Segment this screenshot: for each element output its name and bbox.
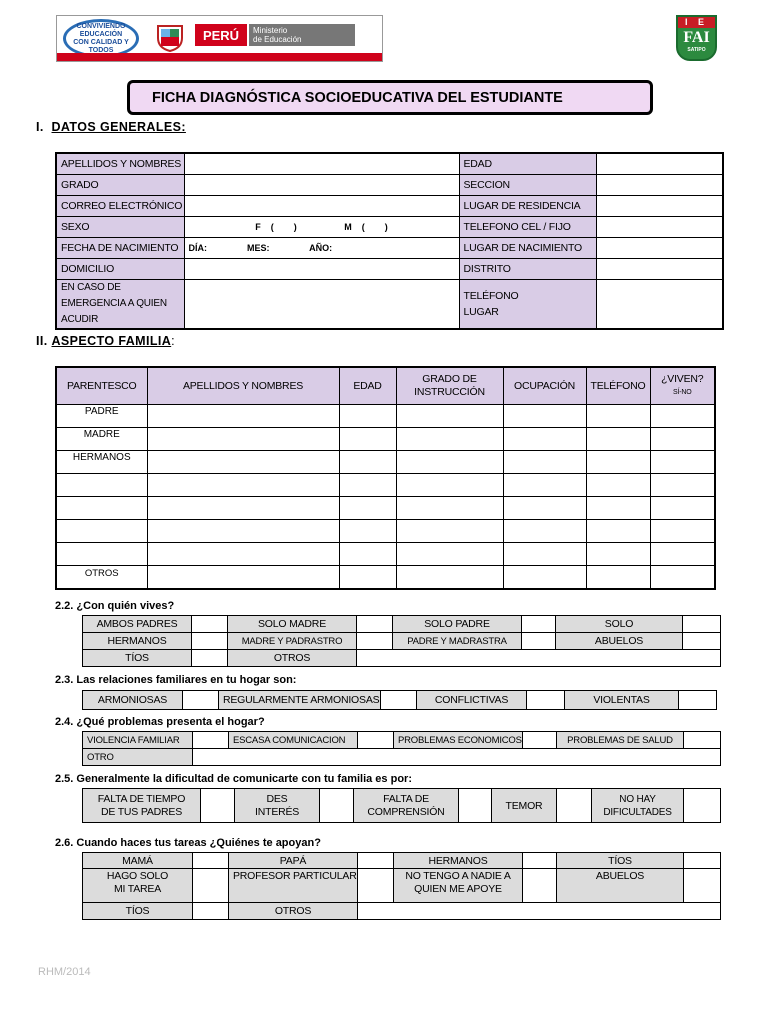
checkbox[interactable] — [523, 853, 557, 869]
label-residencia: LUGAR DE RESIDENCIA — [459, 195, 596, 216]
checkbox[interactable] — [192, 633, 228, 650]
table-row — [56, 404, 715, 427]
cell[interactable] — [339, 404, 396, 427]
cell[interactable] — [396, 565, 503, 589]
cell[interactable] — [147, 542, 339, 565]
option-violentas: VIOLENTAS — [565, 691, 679, 710]
option-problemas-salud: PROBLEMAS DE SALUD — [557, 732, 684, 749]
table-row — [56, 450, 715, 473]
header-ocupacion: OCUPACIÓN — [503, 367, 586, 404]
option-armoniosas: ARMONIOSAS — [83, 691, 183, 710]
cell[interactable] — [147, 427, 339, 450]
cell[interactable] — [147, 496, 339, 519]
checkbox[interactable] — [523, 732, 557, 749]
question-2-5: 2.5. Generalmente la dificultad de comunicarte con tu familia es por: — [55, 773, 412, 785]
row-label — [56, 496, 147, 519]
option-otro: OTRO — [83, 749, 193, 766]
field-edad[interactable] — [596, 153, 723, 174]
label-grado: GRADO — [56, 174, 184, 195]
checkbox[interactable] — [523, 869, 557, 903]
checkbox[interactable] — [193, 903, 229, 920]
cell[interactable] — [650, 450, 715, 473]
checkbox[interactable] — [684, 869, 721, 903]
checkbox[interactable] — [357, 633, 393, 650]
table-row — [56, 565, 715, 589]
checkbox[interactable] — [358, 869, 394, 903]
label-apellidos: APELLIDOS Y NOMBRES — [56, 153, 184, 174]
option-solo-madre: SOLO MADRE — [228, 616, 357, 633]
checkbox[interactable] — [684, 732, 721, 749]
field-fecha-nacimiento[interactable]: DÍA: MES: AÑO: — [184, 237, 459, 258]
option-falta-comprension: FALTA DE COMPRENSIÓN — [354, 789, 459, 823]
cell[interactable] — [586, 450, 650, 473]
row-label — [56, 519, 147, 542]
table-row — [56, 473, 715, 496]
cell[interactable] — [503, 473, 586, 496]
cell[interactable] — [147, 565, 339, 589]
checkbox[interactable] — [684, 853, 721, 869]
section-1-heading: I. DATOS GENERALES: — [36, 120, 186, 134]
cell[interactable] — [503, 496, 586, 519]
checkbox[interactable] — [358, 732, 394, 749]
coat-of-arms-icon — [153, 23, 187, 53]
cell[interactable] — [503, 404, 586, 427]
checkbox[interactable] — [193, 732, 229, 749]
cell[interactable] — [339, 473, 396, 496]
option-solo: SOLO — [556, 616, 683, 633]
ministry-label: Ministerio de Educación — [249, 24, 355, 46]
header-telefono: TELÉFONO — [586, 367, 650, 404]
field-otros[interactable] — [357, 650, 721, 667]
field-distrito[interactable] — [596, 258, 723, 279]
checkbox[interactable] — [683, 633, 721, 650]
cell[interactable] — [147, 519, 339, 542]
field-apellidos[interactable] — [184, 153, 459, 174]
cell[interactable] — [339, 542, 396, 565]
option-profesor-particular: PROFESOR PARTICULAR — [229, 869, 358, 903]
cell[interactable] — [339, 496, 396, 519]
header-edad: EDAD — [339, 367, 396, 404]
cell[interactable] — [586, 565, 650, 589]
option-problemas-economicos: PROBLEMAS ECONOMICOS — [394, 732, 523, 749]
option-tios: TÍOS — [557, 853, 684, 869]
option-otros: OTROS — [229, 903, 358, 920]
peru-label: PERÚ — [195, 24, 247, 46]
option-otros: OTROS — [228, 650, 357, 667]
cell[interactable] — [396, 450, 503, 473]
checkbox[interactable] — [193, 869, 229, 903]
option-desinteres: DES INTERÉS — [235, 789, 320, 823]
option-abuelos: ABUELOS — [556, 633, 683, 650]
checkbox[interactable] — [201, 789, 235, 823]
option-abuelos: ABUELOS — [557, 869, 684, 903]
row-label — [56, 542, 147, 565]
option-temor: TEMOR — [492, 789, 557, 823]
label-lugar-nacimiento: LUGAR DE NACIMIENTO — [459, 237, 596, 258]
header-apellidos: APELLIDOS Y NOMBRES — [147, 367, 339, 404]
question-2-4: 2.4. ¿Qué problemas presenta el hogar? — [55, 716, 265, 728]
header-grado-instruccion: GRADO DE INSTRUCCIÓN — [396, 367, 503, 404]
option-padre-madrastra: PADRE Y MADRASTRA — [393, 633, 522, 650]
row-label-padre: PADRE — [56, 404, 147, 427]
checkbox[interactable] — [192, 616, 228, 633]
row-label — [56, 473, 147, 496]
cell[interactable] — [650, 473, 715, 496]
field-telefono[interactable] — [596, 216, 723, 237]
cell[interactable] — [586, 404, 650, 427]
cell[interactable] — [147, 473, 339, 496]
field-lugar-nacimiento[interactable] — [596, 237, 723, 258]
school-crest-logo: I E FAI SATIPO — [676, 15, 717, 61]
checkbox[interactable] — [522, 616, 556, 633]
education-campaign-logo: CONVIVIENDO EDUCACIÓN CON CALIDAD Y TODOS — [63, 19, 139, 58]
checkbox[interactable] — [320, 789, 354, 823]
field-otros[interactable] — [358, 903, 721, 920]
field-residencia[interactable] — [596, 195, 723, 216]
checkbox[interactable] — [192, 650, 228, 667]
question-2-6: 2.6. Cuando haces tus tareas ¿Quiénes te apoyan? — [55, 837, 321, 849]
table-row — [56, 542, 715, 565]
question-2-2: 2.2. ¿Con quién vives? — [55, 600, 175, 612]
section-2-heading: II. ASPECTO FAMILIA: — [36, 334, 176, 348]
field-domicilio[interactable] — [184, 258, 459, 279]
cell[interactable] — [586, 542, 650, 565]
cell[interactable] — [503, 450, 586, 473]
cell[interactable] — [396, 519, 503, 542]
cell[interactable] — [650, 519, 715, 542]
q23-table — [82, 690, 717, 710]
label-distrito: DISTRITO — [459, 258, 596, 279]
cell[interactable] — [503, 565, 586, 589]
cell[interactable] — [650, 542, 715, 565]
field-emergencia[interactable] — [184, 279, 459, 329]
checkbox[interactable] — [183, 691, 219, 710]
option-conflictivas: CONFLICTIVAS — [417, 691, 527, 710]
option-falta-tiempo: FALTA DE TIEMPO DE TUS PADRES — [83, 789, 201, 823]
option-mama: MAMÁ — [83, 853, 193, 869]
option-no-tengo: NO TENGO A NADIE A QUIEN ME APOYE — [394, 869, 523, 903]
table-row — [56, 496, 715, 519]
field-grado[interactable] — [184, 174, 459, 195]
checkbox[interactable] — [679, 691, 717, 710]
field-otro[interactable] — [193, 749, 721, 766]
checkbox[interactable] — [381, 691, 417, 710]
option-tios: TÍOS — [83, 650, 192, 667]
cell[interactable] — [339, 519, 396, 542]
field-sexo[interactable]: F ( ) M ( ) — [184, 216, 459, 237]
family-table — [55, 366, 716, 590]
cell[interactable] — [396, 427, 503, 450]
field-seccion[interactable] — [596, 174, 723, 195]
cell[interactable] — [650, 404, 715, 427]
option-tios-2: TÍOS — [83, 903, 193, 920]
cell[interactable] — [586, 427, 650, 450]
general-data-table — [55, 152, 724, 330]
option-violencia-familiar: VIOLENCIA FAMILIAR — [83, 732, 193, 749]
cell[interactable] — [396, 404, 503, 427]
checkbox[interactable] — [683, 616, 721, 633]
checkbox[interactable] — [459, 789, 492, 823]
field-telefono-lugar[interactable] — [596, 279, 723, 329]
cell[interactable] — [396, 473, 503, 496]
label-telefono-lugar: TELÉFONO LUGAR — [459, 279, 596, 329]
q26-table — [82, 852, 721, 920]
checkbox[interactable] — [357, 616, 393, 633]
cell[interactable] — [586, 519, 650, 542]
header-parentesco: PARENTESCO — [56, 367, 147, 404]
option-escasa-comunicacion: ESCASA COMUNICACION — [229, 732, 358, 749]
q25-table — [82, 788, 721, 823]
cell[interactable] — [650, 496, 715, 519]
q22-table — [82, 615, 721, 667]
cell[interactable] — [503, 427, 586, 450]
checkbox[interactable] — [358, 853, 394, 869]
option-regularmente-armoniosas: REGULARMENTE ARMONIOSAS — [219, 691, 381, 710]
cell[interactable] — [147, 404, 339, 427]
row-label-madre: MADRE — [56, 427, 147, 450]
header-viven: ¿VIVEN? SÍ-NO — [650, 367, 715, 404]
cell[interactable] — [586, 473, 650, 496]
question-2-3: 2.3. Las relaciones familiares en tu hogar son: — [55, 674, 297, 686]
table-row — [56, 519, 715, 542]
option-hago-solo: HAGO SOLO MI TAREA — [83, 869, 193, 903]
table-row — [56, 427, 715, 450]
q24-table — [82, 731, 721, 766]
row-label-otros: OTROS — [56, 565, 147, 589]
checkbox[interactable] — [527, 691, 565, 710]
label-telefono: TELEFONO CEL / FIJO — [459, 216, 596, 237]
option-papa: PAPÁ — [229, 853, 358, 869]
cell[interactable] — [147, 450, 339, 473]
page-title: FICHA DIAGNÓSTICA SOCIOEDUCATIVA DEL ESTUDIANTE — [127, 80, 653, 115]
option-solo-padre: SOLO PADRE — [393, 616, 522, 633]
option-ambos-padres: AMBOS PADRES — [83, 616, 192, 633]
option-hermanos: HERMANOS — [83, 633, 192, 650]
cell[interactable] — [650, 427, 715, 450]
option-hermanos: HERMANOS — [394, 853, 523, 869]
label-emergencia: EN CASO DE EMERGENCIA A QUIEN ACUDIR — [56, 279, 184, 329]
option-no-hay-dificultades: NO HAY DIFICULTADES — [592, 789, 684, 823]
label-correo: CORREO ELECTRÓNICO — [56, 195, 184, 216]
field-correo[interactable] — [184, 195, 459, 216]
cell[interactable] — [396, 542, 503, 565]
label-domicilio: DOMICILIO — [56, 258, 184, 279]
checkbox[interactable] — [557, 789, 592, 823]
cell[interactable] — [503, 519, 586, 542]
row-label-hermanos: HERMANOS — [56, 450, 147, 473]
checkbox[interactable] — [522, 633, 556, 650]
cell[interactable] — [339, 565, 396, 589]
cell[interactable] — [586, 496, 650, 519]
cell[interactable] — [339, 427, 396, 450]
option-madre-padrastro: MADRE Y PADRASTRO — [228, 633, 357, 650]
checkbox[interactable] — [684, 789, 721, 823]
red-strip — [57, 53, 382, 61]
cell[interactable] — [503, 542, 586, 565]
label-edad: EDAD — [459, 153, 596, 174]
ministry-logo — [56, 15, 383, 62]
label-sexo: SEXO — [56, 216, 184, 237]
cell[interactable] — [396, 496, 503, 519]
footer-code: RHM/2014 — [38, 966, 91, 978]
checkbox[interactable] — [193, 853, 229, 869]
cell[interactable] — [650, 565, 715, 589]
label-fecha-nacimiento: FECHA DE NACIMIENTO — [56, 237, 184, 258]
label-seccion: SECCION — [459, 174, 596, 195]
cell[interactable] — [339, 450, 396, 473]
